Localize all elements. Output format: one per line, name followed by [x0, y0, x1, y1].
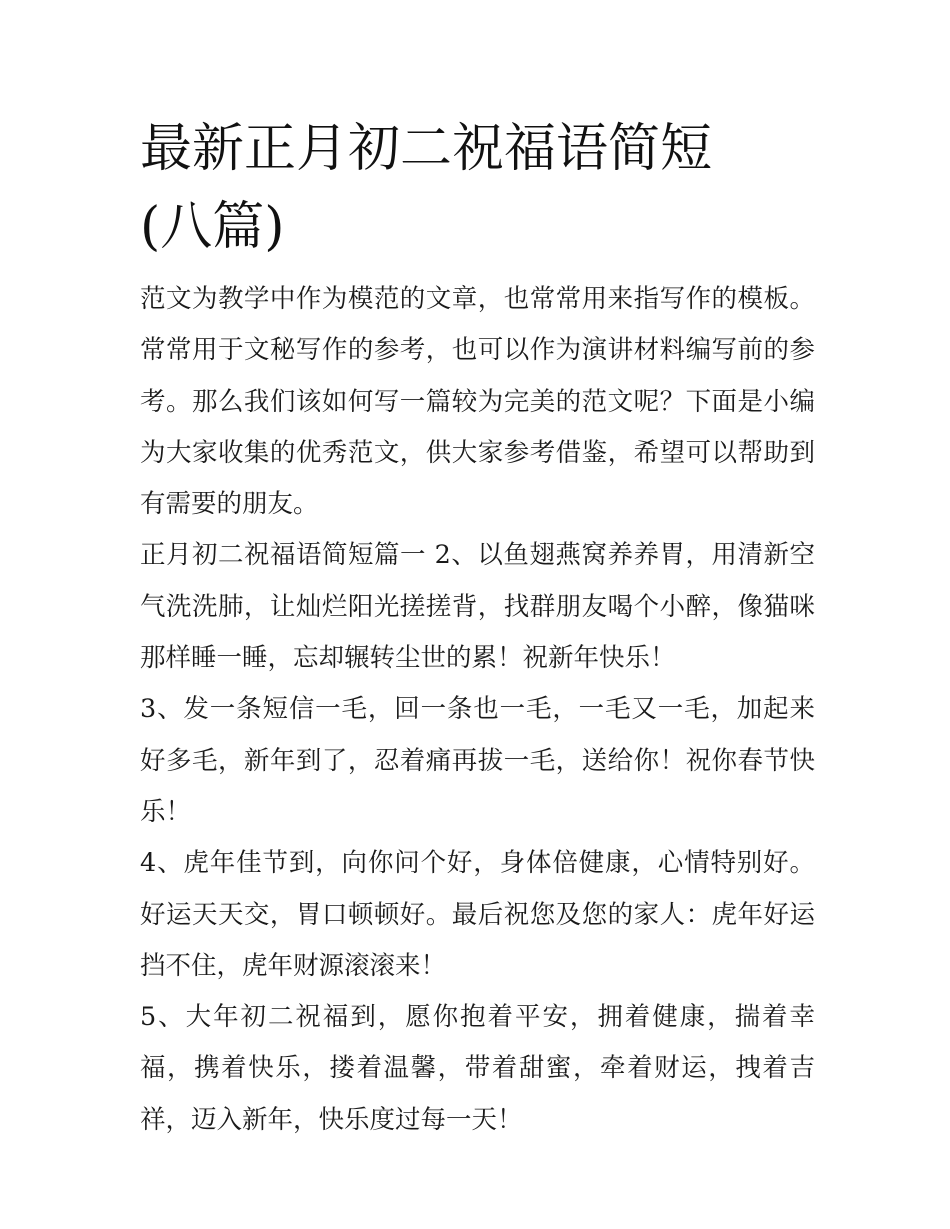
blessing-paragraph-4: 4、虎年佳节到，向你问个好，身体倍健康，心情特别好。好运天天交，胃口顿顿好。最后祝您及您的家人：虎年好运挡不住，虎年财源滚滚来！: [140, 848, 815, 981]
intro-paragraph: 范文为教学中作为模范的文章，也常常用来指写作的模板。常常用于文秘写作的参考，也可以作为演讲材料编写前的参考。那么我们该如何写一篇较为完美的范文呢？下面是小编为大家收集的优秀范文，供大家参考借鉴，希望可以帮助到有需要的朋友。: [140, 284, 815, 520]
blessing-paragraph-2: 正月初二祝福语简短篇一 2、以鱼翅燕窝养养胃，用清新空气洗洗肺，让灿烂阳光搓搓背，找群朋友喝个小醉，像猫咪那样睡一睡，忘却辗转尘世的累！祝新年快乐！: [140, 540, 815, 674]
document-body: [140, 274, 815, 1146]
blessing-paragraph-3: 3、发一条短信一毛，回一条也一毛，一毛又一毛，加起来好多毛，新年到了，忍着痛再拔一毛，送给你！祝你春节快乐！: [140, 694, 815, 827]
blessing-paragraph-5: 5、大年初二祝福到，愿你抱着平安，拥着健康，揣着幸福，携着快乐，搂着温馨，带着甜蜜，牵着财运，拽着吉祥，迈入新年，快乐度过每一天！: [140, 1002, 815, 1135]
document-title: 最新正月初二祝福语简短(八篇): [140, 119, 713, 257]
